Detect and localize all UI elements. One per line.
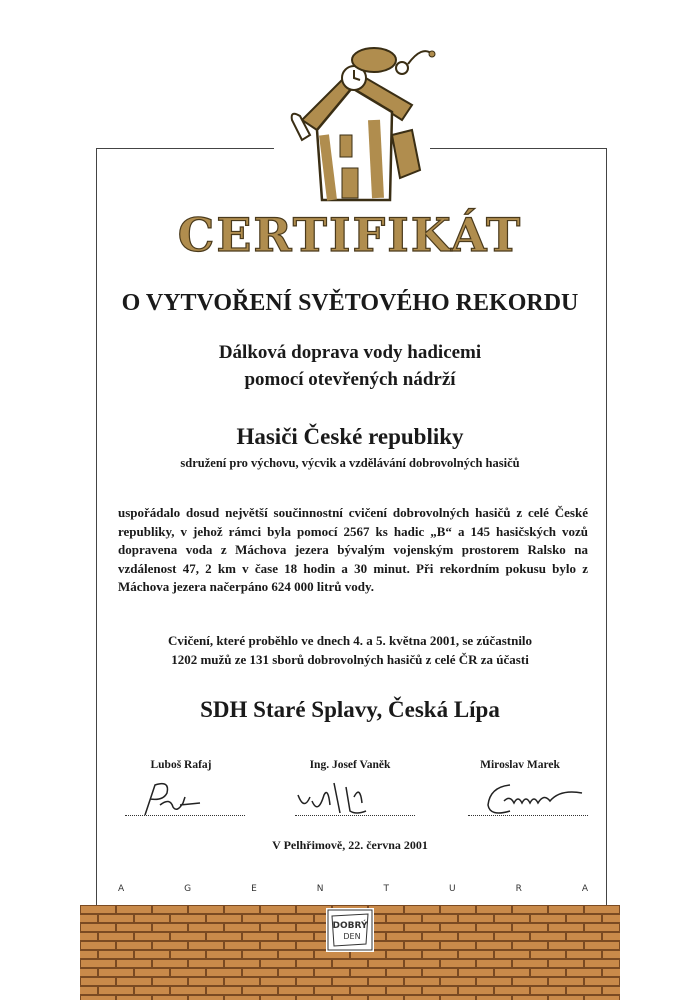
description-paragraph: uspořádalo dosud největší součinnostní cvičení dobrovolných hasičů z celé České republiky, v jehož rámci byla pomocí 2567 ks hadic „B“ a 145 hasičských vozů dopravena voda z Máchova jezera bývalým vojenským prostorem Ralsko na vzdálenost 47, 2 km v čase 18 hodin a 30 minut. Při rekordním pokusu bylo z Máchova jezera načerpáno 624 000 litrů vody. — [118, 505, 588, 594]
signature-2 — [290, 775, 410, 820]
signature-line-2 — [295, 815, 415, 816]
logo-text-top: DOBRÝ — [332, 921, 368, 931]
signature-3 — [470, 775, 590, 820]
frame-top-right — [430, 148, 606, 149]
place-and-date: V Pelhřimově, 22. června 2001 — [272, 838, 428, 852]
frame-left — [96, 148, 97, 908]
dobry-den-logo-icon — [326, 908, 374, 952]
dobry-den-logo — [326, 908, 374, 952]
agency-letter: N — [316, 884, 324, 894]
agency-label — [118, 884, 588, 894]
agency-letter: A — [581, 884, 588, 894]
record-heading: O VYTVOŘENÍ SVĚTOVÉHO REKORDU — [121, 290, 579, 316]
subtitle-line-1: Dálková doprava vody hadicemi — [218, 342, 482, 363]
signatory-1-name: Luboš Rafaj — [150, 759, 212, 771]
record-subtitle — [0, 339, 700, 393]
agency-letter: R — [515, 884, 522, 894]
signature-line-1 — [125, 815, 245, 816]
participation-paragraph — [0, 631, 700, 669]
frame-top-left — [96, 148, 274, 149]
agency-letter: G — [184, 884, 192, 894]
signature-line-3 — [468, 815, 588, 816]
logo-text-bottom: DEN — [343, 932, 361, 941]
participation-line-2: 1202 mužů ze 131 sborů dobrovolných hasičů z celé ČR za účasti — [171, 652, 529, 667]
recipient-name: SDH Staré Splavy, Česká Lípa — [200, 697, 500, 722]
certificate-title: CERTIFIKÁT — [177, 208, 523, 262]
signature-1 — [125, 775, 245, 820]
organization-name: Hasiči České republiky — [236, 424, 464, 449]
agency-letter: A — [118, 884, 125, 894]
house-mascot-icon — [262, 40, 442, 210]
agency-letter: U — [449, 884, 456, 894]
subtitle-line-2: pomocí otevřených nádrží — [244, 369, 456, 390]
agency-letter: T — [383, 884, 390, 894]
participation-line-1: Cvičení, které proběhlo ve dnech 4. a 5. května 2001, se zúčastnilo — [167, 633, 533, 648]
agency-letter: E — [251, 884, 257, 894]
signatory-3-name: Miroslav Marek — [480, 759, 560, 771]
signatory-2-name: Ing. Josef Vaněk — [309, 759, 391, 771]
frame-right — [606, 148, 607, 908]
organization-subtitle: sdružení pro výchovu, výcvik a vzdělávání dobrovolných hasičů — [180, 456, 520, 470]
